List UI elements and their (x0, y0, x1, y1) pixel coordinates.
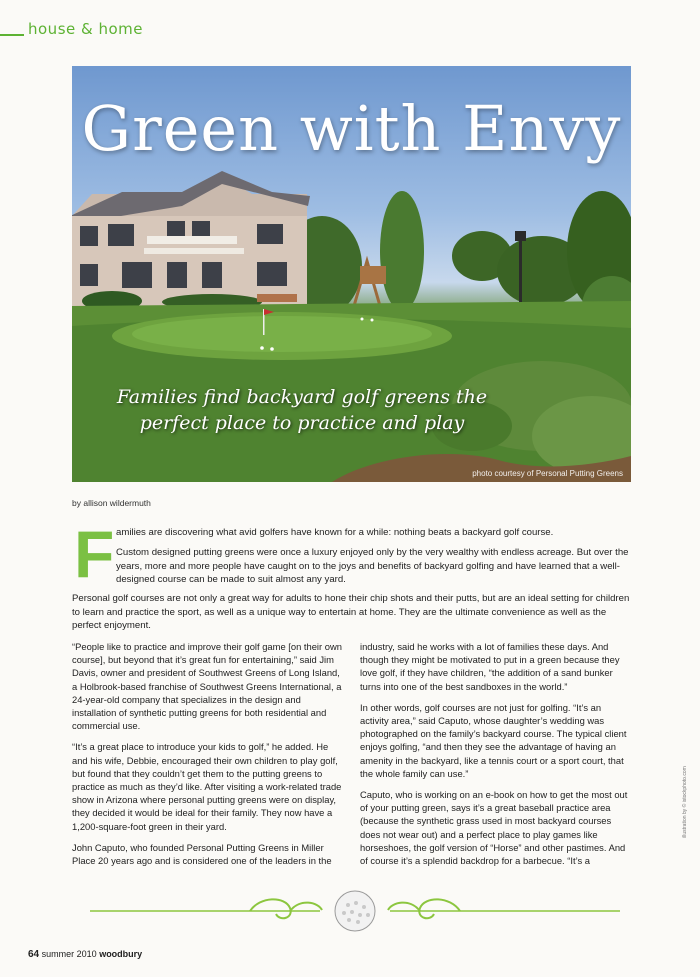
intro-paragraph: Personal golf courses are not only a great way for adults to hone their chip shots and their putts, but are an ideal setting for children to learn and practice the sport, as well as a unique way to entertain at home. They are the ultimate convenience as well as the perfect enjoyment. (72, 593, 630, 631)
body-paragraph: “People like to practice and improve their golf game [on their own course], but beyond that it’s great fun for entertaining,” said Jim Davis, owner and president of Southwest Greens of Long Island, a Holbrook-based franchise of Southwest Greens International, a 24-year-old company that specializes in the design and installation of synthetic putting greens for both residential and commercial use. (72, 641, 342, 732)
section-label: house & home (28, 20, 143, 38)
article-column-right (360, 640, 632, 875)
golf-ball-ornament (90, 888, 620, 934)
body-paragraph: industry, said he works with a lot of families these days. And though they might be motivated to put in a green because they love golf, if they have children, “the addition of a sand bunker turns into one of the best sandboxes in the world.” (360, 641, 620, 692)
drop-cap: F (74, 517, 115, 591)
article-column-left (72, 640, 344, 875)
body-paragraph: “It’s a great place to introduce your kids to golf,” he added. He and his wife, Debbie, encouraged their own children to play golf, but found that they couldn’t get them to the putting greens to practice as much as they’d like. After visiting a work-related trade show in Arizona where personal putting greens were on display, they decided it would be ideal for their family. They now have a 1,200-square-foot green in their yard. (72, 741, 342, 832)
magazine-name: woodbury (99, 949, 143, 959)
photo-credit: photo courtesy of Personal Putting Greens (472, 469, 623, 478)
body-paragraph: Caputo, who is working on an e-book on how to get the most out of your putting green, says it’s a great baseball practice area (because the synthetic grass used in most backyard courses does not wear out) and a perfect place to play games like horseshoes, the golf version of “Horse” and other pastimes. And of course it’s a splendid backdrop for a barbecue. “It’s a (360, 789, 628, 867)
body-paragraph: In other words, golf courses are not just for golfing. “It’s an activity area,” said Caputo, whose daughter’s wedding was photographed on the family’s backyard course. The typical client enjoys golfing, “and then they see the advantage of having an amenity in the backyard, like a tennis court or a sport court, that the whole family can use.” (360, 701, 627, 779)
section-rule (0, 34, 24, 36)
page-footer (28, 949, 142, 960)
page-number: 64 (28, 949, 40, 960)
lead-paragraph-1: amilies are discovering what avid golfers have known for a while: nothing beats a backyard golf course. (116, 527, 554, 538)
subtitle-line-2: perfect place to practice and play (139, 412, 465, 434)
lead-paragraph-2: Custom designed putting greens were once a luxury enjoyed only by the very wealthy with endless acreage. But over the years, more and more people have caught on to the joys and benefits of backyard golfing and have learned that a well-designed course can be made to suit almost any yard. (116, 547, 629, 585)
hero-photo (72, 66, 631, 482)
illustration-credit: illustration by © istockphoto.com (682, 766, 688, 838)
subtitle-line-1: Families find backyard golf greens the (116, 386, 488, 408)
article-subtitle (102, 384, 502, 436)
byline: by allison wildermuth (72, 498, 151, 508)
body-paragraph: John Caputo, who founded Personal Putting Greens in Miller Place 20 years ago and is considered one of the leaders in the (72, 841, 332, 867)
issue-label: summer 2010 (41, 949, 97, 959)
article-title: Green with Envy (81, 92, 622, 165)
